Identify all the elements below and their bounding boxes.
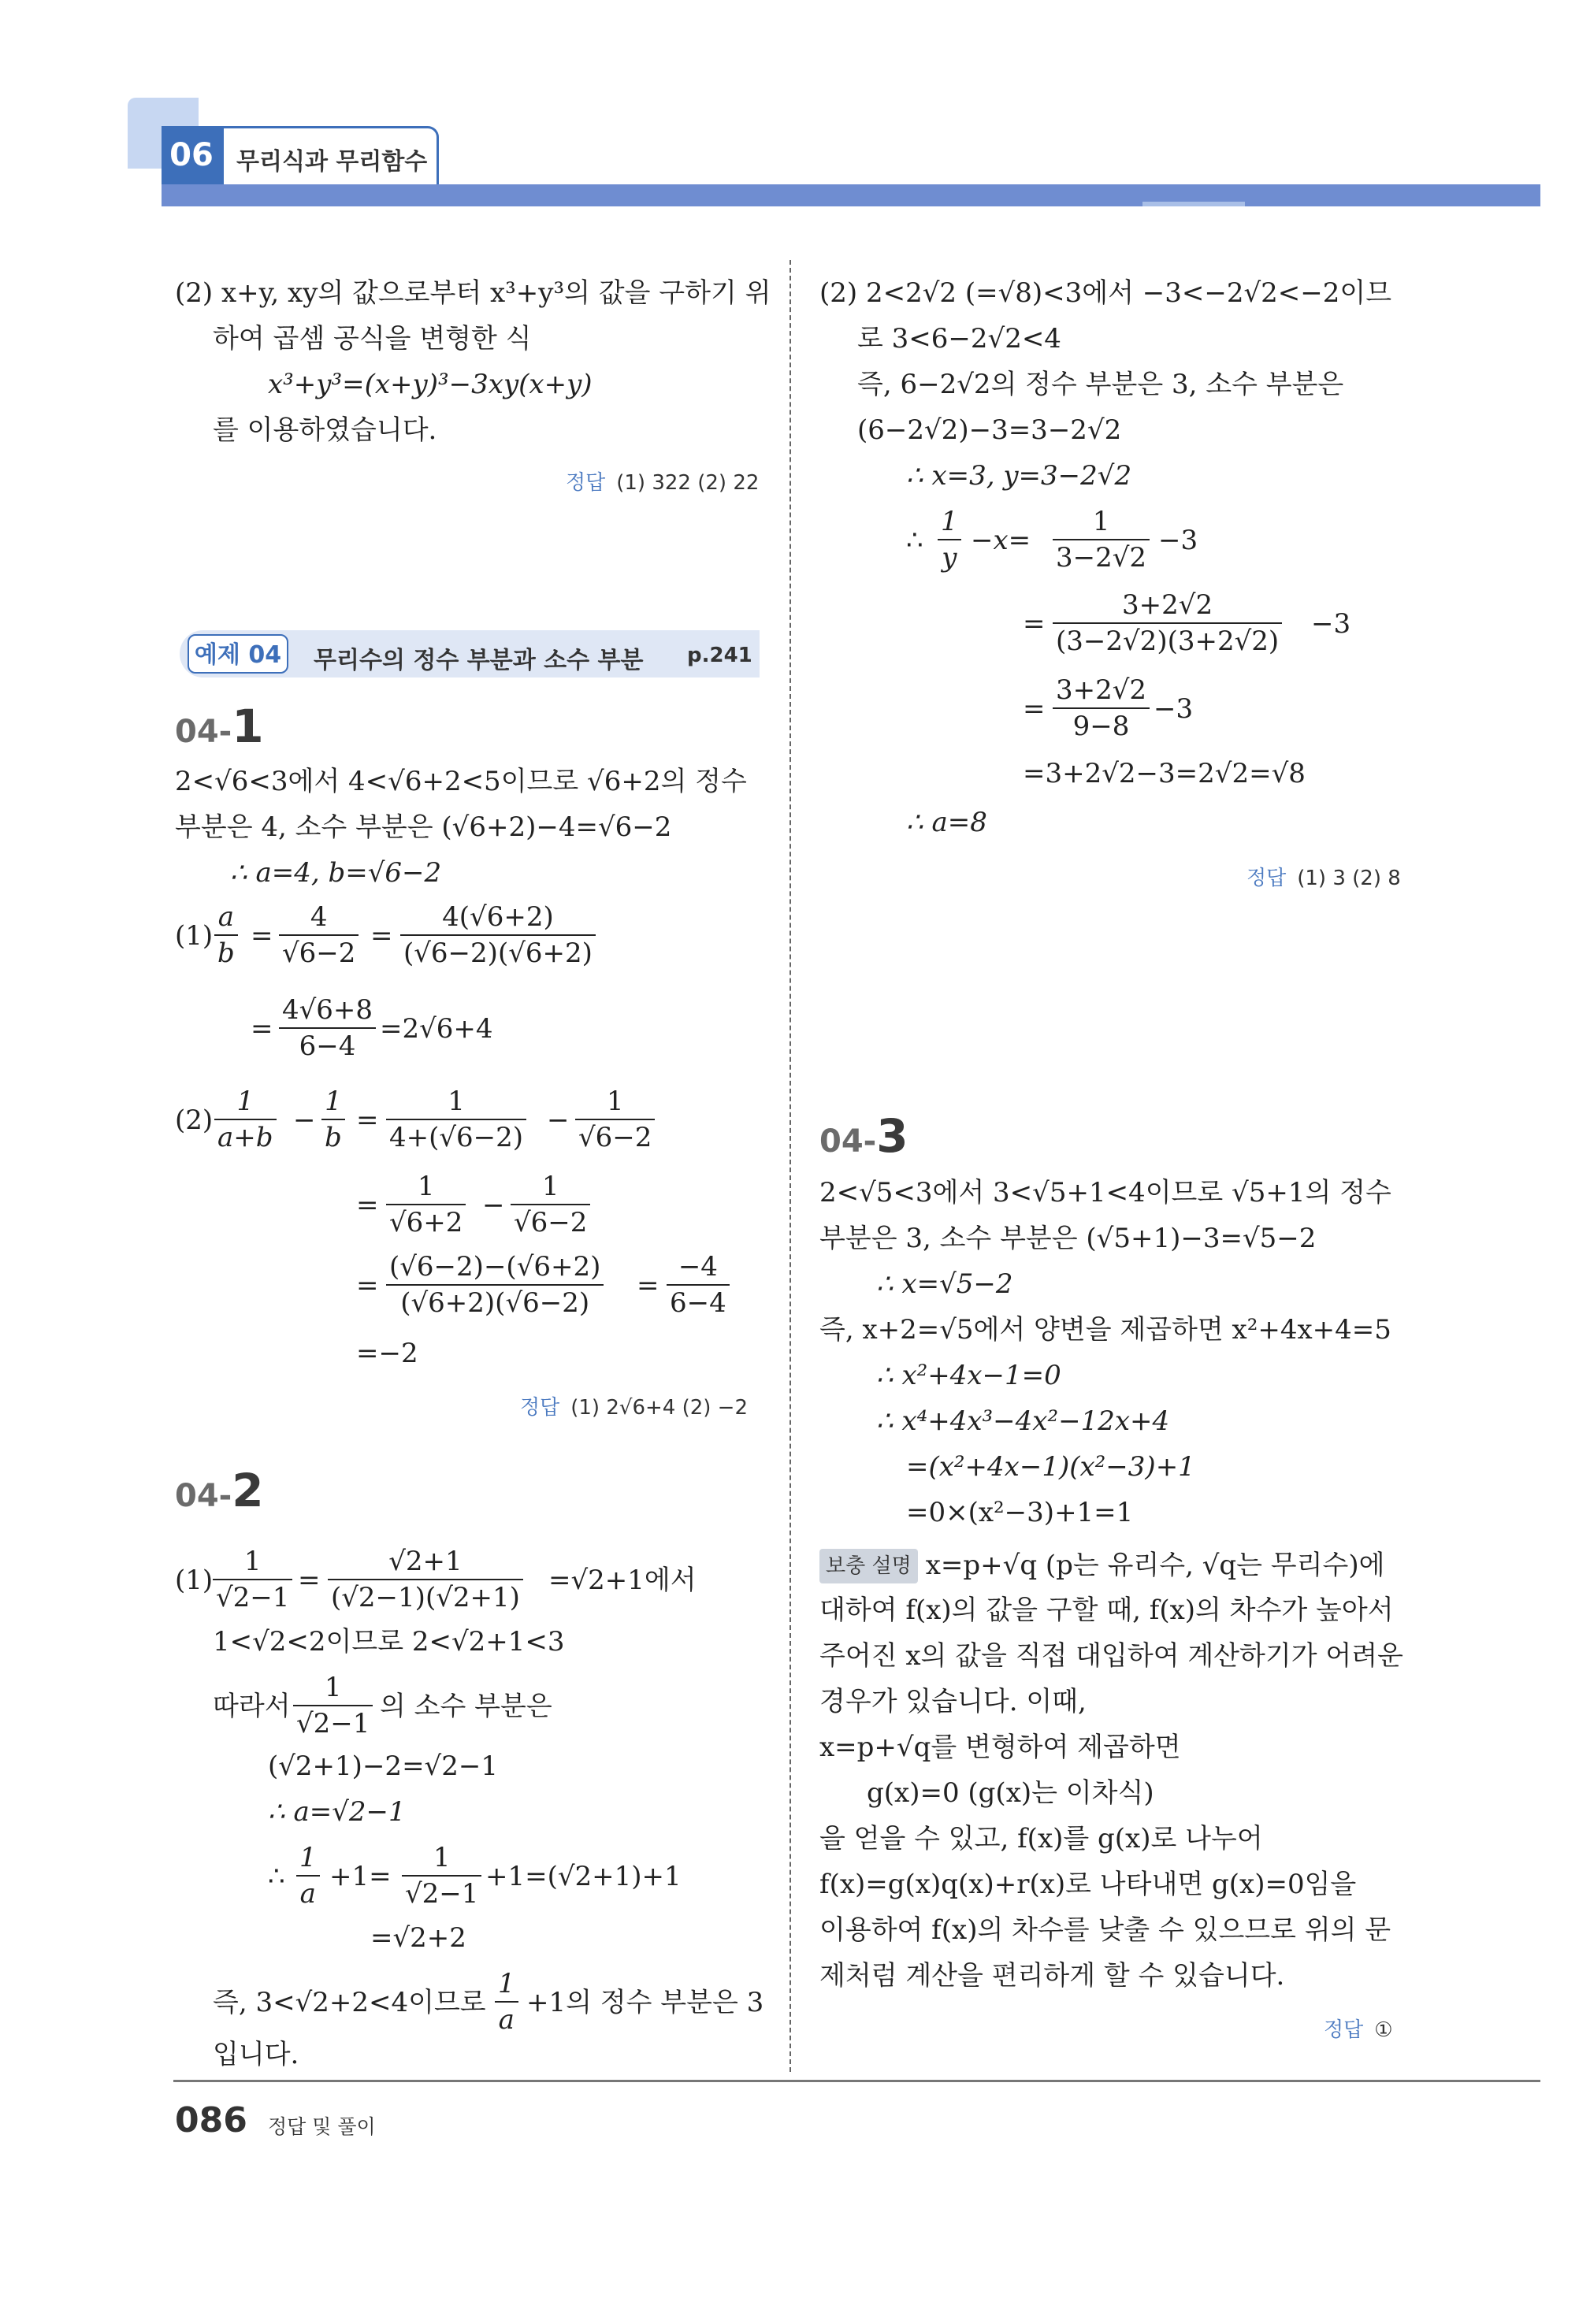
formula-line: ∴ a=√2−1 xyxy=(268,1796,406,1828)
fraction xyxy=(293,1672,373,1739)
text-line: +1의 정수 부분은 3 xyxy=(526,1987,764,2018)
note-line: x=p+√q를 변형하여 제곱하면 xyxy=(819,1732,1181,1763)
chapter-title: 무리식과 무리함수 xyxy=(236,148,428,176)
note-line: f(x)=g(x)q(x)+r(x)로 나타내면 g(x)=0임을 xyxy=(819,1869,1357,1900)
fraction-bar xyxy=(938,539,961,540)
equals-sign: = xyxy=(1023,608,1046,640)
equals-sign: = xyxy=(251,1013,273,1045)
text-line: 1<√2<2이므로 2<√2+1<3 xyxy=(213,1626,565,1658)
fraction xyxy=(279,994,376,1062)
text-line: 즉, 3<√2+2<4이므로 xyxy=(213,1987,486,2018)
formula-line: (6−2√2)−3=3−2√2 xyxy=(857,414,1122,446)
problem-number-prefix: 04- xyxy=(819,1123,877,1160)
text-line: 하여 곱셈 공식을 변형한 식 xyxy=(213,323,532,355)
footer-rule xyxy=(173,2080,1540,2082)
problem-number xyxy=(175,1464,264,1517)
formula-text: −x= xyxy=(971,525,1031,556)
example-page-ref: p.241 xyxy=(687,644,752,667)
formula-line: ∴ x=3, y=3−2√2 xyxy=(906,460,1132,492)
fraction xyxy=(386,1171,466,1238)
denominator: a+b xyxy=(217,1122,273,1153)
minus-sign: − xyxy=(482,1190,505,1221)
column-divider xyxy=(790,260,791,2072)
denominator: √2−1 xyxy=(216,1582,290,1613)
fraction xyxy=(214,901,238,969)
formula-line: ∴ x=√5−2 xyxy=(876,1268,1013,1300)
numerator: 1 xyxy=(299,1842,317,1873)
numerator: 4(√6+2) xyxy=(442,901,554,933)
denominator: √6−2 xyxy=(578,1122,652,1153)
fraction xyxy=(1053,674,1150,742)
fraction xyxy=(938,506,961,574)
formula-line: ∴ x²+4x−1=0 xyxy=(876,1360,1061,1391)
text-line: (2) 2<2√2 (=√8)<3에서 −3<−2√2<−2이므 xyxy=(819,277,1392,309)
note-line: 을 얻을 수 있고, f(x)를 g(x)로 나누어 xyxy=(819,1823,1263,1854)
minus-sign: − xyxy=(293,1104,316,1136)
numerator: −4 xyxy=(678,1251,718,1283)
fraction xyxy=(321,1086,345,1153)
numerator: 1 xyxy=(243,1546,262,1577)
note-line: 이용하여 f(x)의 차수를 낮출 수 있으므로 위의 문 xyxy=(819,1914,1391,1946)
equals-sign: = xyxy=(356,1190,379,1221)
formula-text: −3 xyxy=(1158,525,1198,556)
fraction-bar xyxy=(575,1119,655,1120)
answer-line xyxy=(1246,862,1401,891)
denominator: 6−4 xyxy=(670,1287,726,1319)
text-line: 로 3<6−2√2<4 xyxy=(857,323,1061,355)
numerator: 1 xyxy=(541,1171,559,1202)
fraction-bar xyxy=(328,1579,523,1580)
equals-sign: = xyxy=(251,920,273,952)
formula-line: x³+y³=(x+y)³−3xy(x+y) xyxy=(268,369,593,400)
formula-text: −3 xyxy=(1154,693,1194,725)
text-line: 의 소수 부분은 xyxy=(380,1691,552,1722)
result-text: =√2+2 xyxy=(370,1922,466,1954)
fraction-bar xyxy=(386,1204,466,1205)
fraction xyxy=(328,1546,523,1613)
fraction-bar xyxy=(279,1027,376,1029)
equals-sign: = xyxy=(1023,693,1046,725)
fraction-bar xyxy=(293,1705,373,1706)
answer-value: ① xyxy=(1374,2018,1393,2042)
numerator: 1 xyxy=(417,1171,435,1202)
answer-value: (1) 322 (2) 22 xyxy=(616,471,760,495)
denominator: √2−1 xyxy=(296,1708,370,1739)
denominator: √2−1 xyxy=(405,1878,479,1910)
formula-line: =0×(x²−3)+1=1 xyxy=(906,1497,1134,1528)
numerator: 4√6+8 xyxy=(282,994,373,1026)
text-line: 부분은 4, 소수 부분은 (√6+2)−4=√6−2 xyxy=(175,811,672,843)
formula-line: ∴ a=4, b=√6−2 xyxy=(230,857,442,889)
fraction xyxy=(667,1251,730,1319)
numerator: 1 xyxy=(324,1672,342,1703)
fraction xyxy=(214,1086,277,1153)
equals-sign: = xyxy=(370,920,393,952)
denominator: (√6−2)(√6+2) xyxy=(403,937,593,969)
fraction xyxy=(400,901,596,969)
problem-number-main: 2 xyxy=(232,1464,264,1517)
result-text: =√2+1에서 xyxy=(548,1565,697,1596)
text-line: 입니다. xyxy=(213,2039,299,2070)
fraction-bar xyxy=(214,1119,277,1120)
subproblem-label: (1) xyxy=(175,1565,214,1596)
equals-sign: = xyxy=(356,1270,379,1301)
answer-line xyxy=(1324,2014,1393,2043)
denominator: √6+2 xyxy=(389,1207,463,1238)
problem-number-prefix: 04- xyxy=(175,714,232,750)
fraction xyxy=(575,1086,655,1153)
answer-value: (1) 2√6+4 (2) −2 xyxy=(570,1396,748,1420)
fraction xyxy=(279,901,359,969)
equals-sign: = xyxy=(298,1565,321,1596)
note-tag: 보충 설명 xyxy=(819,1549,918,1583)
fraction-bar xyxy=(214,934,238,936)
fraction-bar xyxy=(213,1579,292,1580)
therefore-sign: ∴ xyxy=(268,1861,285,1892)
equals-sign: = xyxy=(637,1270,659,1301)
problem-number-prefix: 04- xyxy=(175,1478,232,1514)
text-line: 2<√6<3에서 4<√6+2<5이므로 √6+2의 정수 xyxy=(175,766,747,797)
denominator: a xyxy=(299,1878,316,1910)
numerator: 4 xyxy=(310,901,328,933)
text-line: 부분은 3, 소수 부분은 (√5+1)−3=√5−2 xyxy=(819,1223,1317,1254)
result-text: =−2 xyxy=(356,1338,418,1369)
fraction-bar xyxy=(1053,707,1150,709)
fraction-bar xyxy=(386,1284,604,1286)
numerator: 1 xyxy=(325,1086,342,1117)
fraction-bar xyxy=(1053,622,1282,624)
example-tag: 예제 04 xyxy=(188,634,288,674)
problem-number xyxy=(819,1109,908,1163)
chapter-number: 06 xyxy=(162,126,221,184)
answer-line xyxy=(520,1391,748,1420)
answer-label: 정답 xyxy=(1324,2018,1364,2042)
text-line: 따라서 xyxy=(213,1691,291,1722)
fraction-bar xyxy=(321,1119,345,1120)
fraction xyxy=(511,1171,590,1238)
note-line: 경우가 있습니다. 이때, xyxy=(819,1686,1087,1717)
fraction-bar xyxy=(511,1204,590,1205)
fraction-bar xyxy=(1053,539,1150,540)
answer-value: (1) 3 (2) 8 xyxy=(1297,867,1401,890)
formula-line: =(x²+4x−1)(x²−3)+1 xyxy=(906,1451,1195,1483)
numerator: a xyxy=(217,901,235,933)
denominator: (√2−1)(√2+1) xyxy=(331,1582,520,1613)
text-line: 2<√5<3에서 3<√5+1<4이므로 √5+1의 정수 xyxy=(819,1177,1391,1208)
formula-line: (√2+1)−2=√2−1 xyxy=(268,1750,498,1782)
text-line: 즉, 6−2√2의 정수 부분은 3, 소수 부분은 xyxy=(857,369,1344,400)
answer-label: 정답 xyxy=(1246,867,1287,890)
text-line: (2) x+y, xy의 값으로부터 x³+y³의 값을 구하기 위 xyxy=(175,277,771,309)
page-number: 086 xyxy=(175,2100,247,2140)
subproblem-label: (1) xyxy=(175,920,214,952)
note-line: g(x)=0 (g(x)는 이차식) xyxy=(867,1777,1154,1809)
fraction xyxy=(402,1842,481,1910)
denominator: √6−2 xyxy=(282,937,356,969)
example-title: 무리수의 정수 부분과 소수 부분 xyxy=(314,647,644,674)
fraction xyxy=(386,1086,526,1153)
numerator: 3+2√2 xyxy=(1122,589,1213,621)
text-line: 즉, x+2=√5에서 양변을 제곱하면 x²+4x+4=5 xyxy=(819,1314,1391,1346)
numerator: 1 xyxy=(236,1086,254,1117)
fraction-bar xyxy=(667,1284,730,1286)
denominator: (√6+2)(√6−2) xyxy=(400,1287,590,1319)
denominator: 6−4 xyxy=(299,1030,356,1062)
note-line xyxy=(819,1549,1384,1583)
fraction xyxy=(386,1251,604,1319)
fraction xyxy=(296,1842,320,1910)
problem-number-main: 3 xyxy=(876,1109,908,1163)
fraction-bar xyxy=(279,934,359,936)
denominator: 3−2√2 xyxy=(1056,542,1147,574)
footer-label: 정답 및 풀이 xyxy=(268,2115,376,2138)
fraction-bar xyxy=(495,2001,518,2003)
answer-label: 정답 xyxy=(566,471,606,495)
fraction-bar xyxy=(400,934,596,936)
header-bar xyxy=(162,184,1540,206)
numerator: 1 xyxy=(1092,506,1110,537)
fraction xyxy=(1053,589,1282,657)
note-line: 주어진 x의 값을 직접 대입하여 계산하기가 어려운 xyxy=(819,1640,1403,1672)
denominator: 4+(√6−2) xyxy=(389,1122,524,1153)
numerator: 1 xyxy=(498,1968,515,1999)
problem-number-main: 1 xyxy=(232,700,264,753)
minus-sign: − xyxy=(547,1104,570,1136)
numerator: 1 xyxy=(606,1086,624,1117)
denominator: a xyxy=(498,2004,515,2036)
fraction-bar xyxy=(386,1119,526,1120)
equals-sign: = xyxy=(356,1104,379,1136)
fraction xyxy=(1053,506,1150,574)
numerator: 3+2√2 xyxy=(1056,674,1147,706)
note-line: 제처럼 계산을 편리하게 할 수 있습니다. xyxy=(819,1960,1285,1992)
fraction xyxy=(213,1546,292,1613)
numerator: (√6−2)−(√6+2) xyxy=(389,1251,601,1283)
result-text: =3+2√2−3=2√2=√8 xyxy=(1023,758,1306,789)
numerator: 1 xyxy=(433,1842,451,1873)
fraction-bar xyxy=(296,1875,320,1877)
text-line: 를 이용하였습니다. xyxy=(213,414,437,446)
answer-label: 정답 xyxy=(520,1396,560,1420)
problem-number xyxy=(175,700,264,753)
result-text: =2√6+4 xyxy=(380,1013,493,1045)
header-bar-accent xyxy=(1142,202,1245,206)
formula-line: ∴ x⁴+4x³−4x²−12x+4 xyxy=(876,1405,1170,1437)
denominator: (3−2√2)(3+2√2) xyxy=(1056,626,1280,657)
denominator: y xyxy=(942,542,957,574)
answer-line xyxy=(566,466,759,496)
denominator: b xyxy=(325,1122,342,1153)
numerator: 1 xyxy=(448,1086,465,1117)
note-line: 대하여 f(x)의 값을 구할 때, f(x)의 차수가 높아서 xyxy=(819,1595,1394,1626)
formula-text: −3 xyxy=(1311,608,1351,640)
numerator: √2+1 xyxy=(388,1546,463,1577)
fraction xyxy=(495,1968,518,2036)
formula-text: +1= xyxy=(329,1861,392,1892)
subproblem-label: (2) xyxy=(175,1104,214,1136)
numerator: 1 xyxy=(941,506,958,537)
therefore-sign: ∴ xyxy=(906,525,923,556)
note-text: x=p+√q (p는 유리수, √q는 무리수)에 xyxy=(925,1550,1385,1581)
denominator: √6−2 xyxy=(514,1207,588,1238)
denominator: 9−8 xyxy=(1072,711,1130,742)
formula-text: +1=(√2+1)+1 xyxy=(485,1861,682,1892)
fraction-bar xyxy=(402,1875,481,1877)
formula-line: ∴ a=8 xyxy=(906,807,987,838)
denominator: b xyxy=(217,937,235,969)
